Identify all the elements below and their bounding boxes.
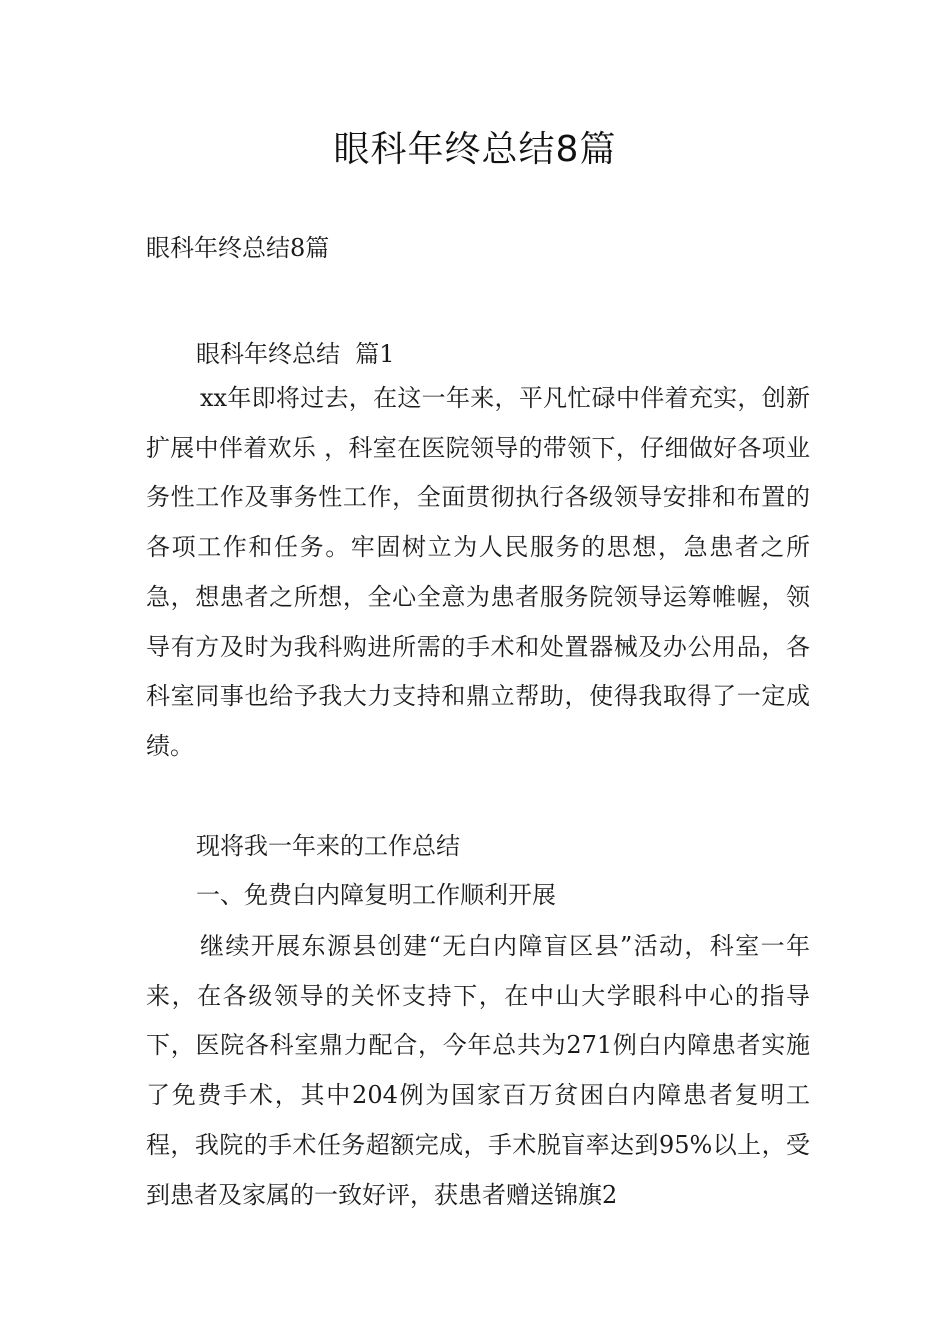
paragraph-2: 继续开展东源县创建“无白内障盲区县”活动，科室一年来，在各级领导的关怀支持下，在中山大学眼科中心的指导下，医院各科室鼎力配合，今年总共为271例白内障患者实施了免费手术，其中204例为国家百万贫困白内障患者复明工程，我院的手术任务超额完成，手术脱盲率达到95%以上，受到患者及家属的一致好评，获患者赠送锦旗2 bbox=[146, 932, 810, 1209]
item-1-heading: 一、免费白内障复明工作顺利开展 bbox=[196, 881, 556, 909]
paragraph-1: xx年即将过去，在这一年来，平凡忙碌中伴着充实，创新扩展中伴着欢乐 ，科室在医院领导的带领下，仔细做好各项业务性工作及事务性工作，全面贯彻执行各级领导安排和布置的各项工作和任务。牢固树立为人民服务的思想，急患者之所急，想患者之所想，全心全意为患者服务院领导运筹帷幄，领导有方及时为我科购进所需的手术和处置器械及办公用品，各科室同事也给予我大力支持和鼎立帮助，使得我取得了一定成绩。 bbox=[146, 384, 810, 760]
section-heading: 眼科年终总结 篇1 bbox=[196, 340, 395, 368]
summary-intro: 现将我一年来的工作总结 bbox=[196, 832, 460, 860]
document-title: 眼科年终总结8篇 bbox=[333, 129, 617, 170]
document-subtitle: 眼科年终总结8篇 bbox=[146, 234, 330, 262]
